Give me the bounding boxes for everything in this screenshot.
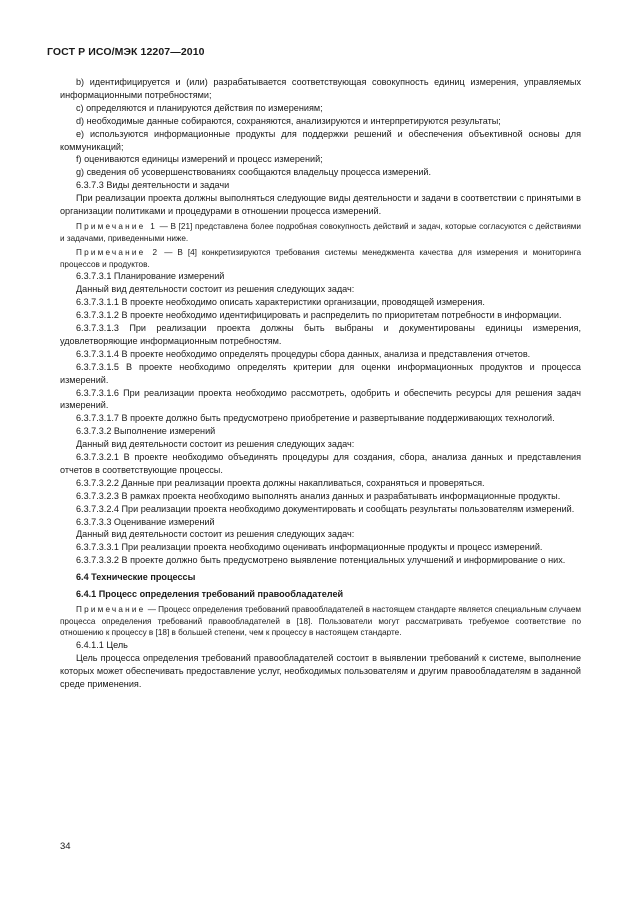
body-paragraph: При реализации проекта должны выполняться следующие виды деятельности и задачи в соответствии с принятыми в организации политиками и процедурами в отношении процесса измерений. (60, 193, 581, 217)
note-paragraph (60, 604, 581, 639)
body-paragraph: 6.3.7.3.1.4 В проекте необходимо определять процедуры сбора данных, анализа и представления отчетов. (76, 348, 531, 359)
body-paragraph: f) оцениваются единицы измерений и процесс измерений; (76, 154, 323, 165)
body-paragraph: 6.3.7.3.3.1 При реализации проекта необходимо оценивать информационные продукты и процесс измерений. (76, 542, 543, 553)
body-paragraph: 6.3.7.3.2 Выполнение измерений (76, 426, 216, 437)
body-paragraph: 6.3.7.3 Виды деятельности и задачи (76, 180, 230, 191)
body-paragraph: e) используются информационные продукты для поддержки решений и обеспечения объективной основы для коммуникаций; (60, 128, 581, 152)
body-paragraph: 6.4.1.1 Цель (76, 639, 128, 650)
body-paragraph: 6.3.7.3.2.3 В рамках проекта необходимо выполнять анализ данных и разрабатывать информационные продукты. (76, 490, 561, 501)
note-text: — В [4] конкретизируются требования системы менеджмента качества для измерения и мониторинга процессов и продуктов. (60, 248, 581, 269)
body-paragraph: 6.3.7.3.1.1 В проекте необходимо описать характеристики организации, проводящей измерения. (76, 297, 485, 308)
note-paragraph (60, 221, 581, 244)
section-heading: 6.4 Технические процессы (76, 572, 196, 583)
body-paragraph: Данный вид деятельности состоит из решения следующих задач: (76, 439, 355, 450)
section-heading: 6.4.1 Процесс определения требований правообладателей (76, 589, 344, 600)
body-paragraph: c) определяются и планируются действия по измерениям; (76, 102, 323, 113)
body-paragraph: 6.3.7.3.1.6 При реализации проекта необходимо рассмотреть, одобрить и обеспечить ресурсы для решения задач измерений. (60, 387, 581, 411)
body-paragraph: 6.3.7.3.1 Планирование измерений (76, 271, 225, 282)
body-paragraph: 6.3.7.3.1.7 В проекте должно быть предусмотрено приобретение и развертывание поддерживающих технологий. (76, 413, 555, 424)
document-header: ГОСТ Р ИСО/МЭК 12207—2010 (47, 46, 205, 58)
body-paragraph: 6.3.7.3.1.2 В проекте необходимо идентифицировать и распределить по приоритетам потребности в информации. (76, 310, 562, 321)
body-paragraph: 6.3.7.3.2.1 В проекте необходимо объединять процедуры для создания, сбора, анализа данных и представления отчетов в соответствующие процессы. (60, 452, 581, 475)
body-paragraph: 6.3.7.3.2.2 Данные при реализации проекта должны накапливаться, сохраняться и проверяться. (76, 477, 485, 488)
body-paragraph: 6.3.7.3.2.4 При реализации проекта необходимо документировать и сообщать результаты пользователям измерений. (76, 503, 575, 514)
body-paragraph: Цель процесса определения требований правообладателей состоит в выявлении требований к системе, выполнение которых может обеспечивать предоставление услуг, необходимых пользователям и другим правообладателям в заданной среде применения. (60, 652, 581, 689)
body-paragraph: Данный вид деятельности состоит из решения следующих задач: (76, 529, 355, 540)
body-paragraph: 6.3.7.3.3.2 В проекте должно быть предусмотрено выявление потенциальных улучшений и информирование о них. (76, 555, 566, 566)
body-paragraph: g) сведения об усовершенствованиях сообщаются владельцу процесса измерений. (76, 167, 432, 178)
body-paragraph: 6.3.7.3.1.5 В проекте необходимо определять критерии для оценки информационных продуктов и процесса измерений. (60, 361, 581, 385)
body-paragraph: 6.3.7.3.1.3 При реализации проекта должны быть выбраны и документированы единицы измерения, удовлетворяющие информационным потребностям. (60, 322, 581, 346)
document-body (60, 76, 581, 690)
note-label: Примечание 1 (76, 221, 158, 231)
note-label: Примечание (76, 605, 146, 614)
note-text: — Процесс определения требований правообладателей в настоящем стандарте является специальным случаем процесса определения требований правообладателей в [18]. Пользователи могут рассматривать требуемое соответствие по отношению к процессу в [18] в большей степени, чем к процессу в настоящем стандарте. (60, 605, 581, 638)
page-number: 34 (60, 841, 71, 852)
note-label: Примечание 2 (76, 248, 160, 258)
note-paragraph (60, 247, 581, 270)
body-paragraph: d) необходимые данные собираются, сохраняются, анализируются и интерпретируются результаты; (76, 115, 501, 126)
body-paragraph: Данный вид деятельности состоит из решения следующих задач: (76, 284, 355, 295)
body-paragraph: b) идентифицируется и (или) разрабатывается соответствующая совокупность единиц измерения, управляемых информационными потребностями; (60, 77, 581, 100)
body-paragraph: 6.3.7.3.3 Оценивание измерений (76, 516, 215, 527)
note-text: — В [21] представлена более подробная совокупность действий и задач, которые согласуются с действиями и задачами, приведенными ниже. (60, 221, 581, 243)
